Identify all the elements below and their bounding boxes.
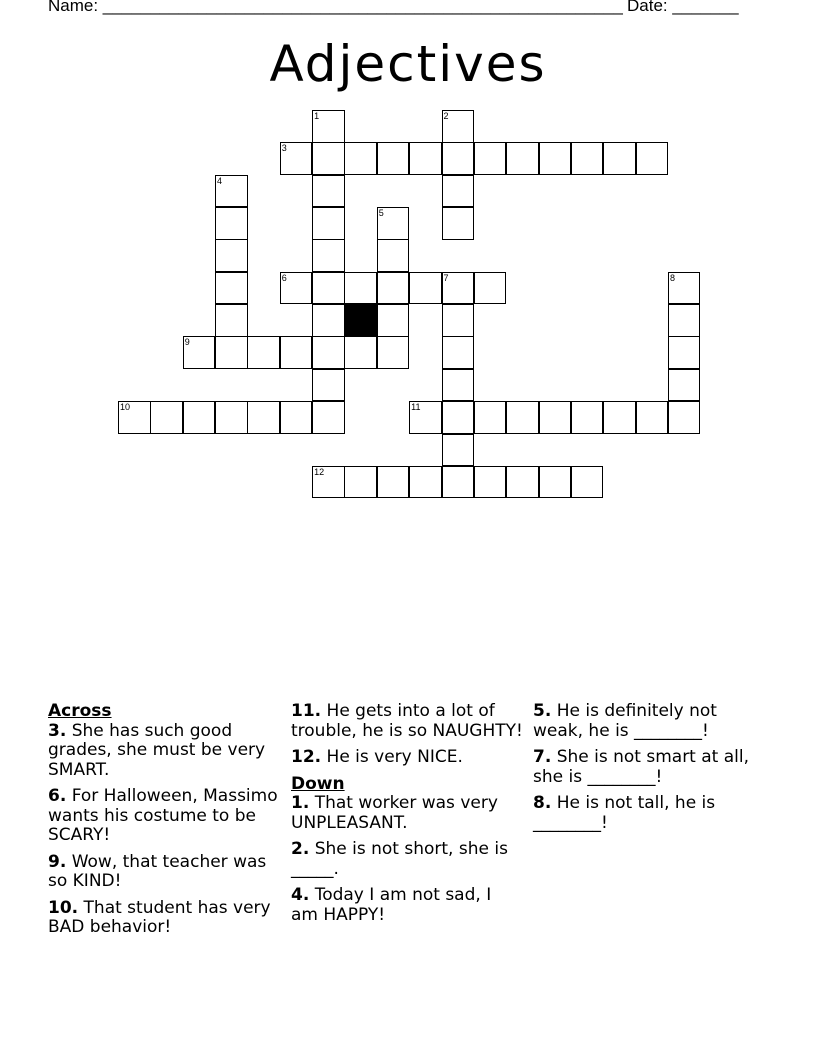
- clue-down-1: [291, 794, 523, 833]
- clue-across-3: [48, 722, 284, 781]
- grid-cell[interactable]: [668, 336, 701, 369]
- date-blank[interactable]: _______: [672, 0, 739, 15]
- grid-cell[interactable]: [668, 304, 701, 337]
- grid-cell[interactable]: [442, 175, 475, 208]
- grid-cell[interactable]: [280, 142, 313, 175]
- grid-cell[interactable]: [150, 401, 183, 434]
- clue-text: For Halloween, Massimo wants his costume to be SCARY!: [48, 786, 278, 845]
- grid-cell[interactable]: [409, 401, 442, 434]
- grid-cell[interactable]: [344, 336, 377, 369]
- grid-cell[interactable]: [312, 304, 345, 337]
- grid-cell[interactable]: [312, 272, 345, 305]
- grid-cell[interactable]: [539, 142, 572, 175]
- date-label: Date:: [627, 0, 673, 15]
- clue-number: 3.: [48, 720, 67, 741]
- across-heading: Across: [48, 701, 112, 721]
- grid-cell[interactable]: [215, 175, 248, 208]
- grid-cell[interactable]: [571, 466, 604, 499]
- clue-number-label: 4: [217, 175, 223, 186]
- grid-cell[interactable]: [377, 336, 410, 369]
- grid-cell[interactable]: [377, 207, 410, 240]
- clue-number: 5.: [533, 701, 552, 721]
- clue-text: Wow, that teacher was so KIND!: [48, 851, 267, 891]
- crossword-grid: [0, 0, 816, 520]
- grid-cell[interactable]: [474, 142, 507, 175]
- clue-down-5: [533, 702, 765, 741]
- grid-cell[interactable]: [377, 142, 410, 175]
- clue-number-label: 7: [443, 272, 449, 283]
- grid-cell[interactable]: [603, 142, 636, 175]
- grid-cell[interactable]: [539, 466, 572, 499]
- grid-cell[interactable]: [442, 272, 475, 305]
- clue-text: He is not tall, he is ________!: [533, 793, 716, 833]
- clue-number-label: 9: [184, 337, 190, 348]
- clue-number: 1.: [291, 793, 310, 813]
- clue-across-6: [48, 787, 284, 846]
- grid-cell[interactable]: [344, 466, 377, 499]
- clue-number: 9.: [48, 851, 67, 872]
- clue-text: He is definitely not weak, he is ________!: [533, 701, 717, 741]
- clue-down-7: [533, 748, 765, 787]
- name-label: Name:: [48, 0, 103, 15]
- grid-cell[interactable]: [312, 110, 345, 143]
- name-blank[interactable]: _______________________________________________________: [102, 0, 623, 15]
- clue-number-label: 10: [120, 402, 131, 413]
- clue-down-2: [291, 840, 523, 879]
- grid-cell[interactable]: [377, 272, 410, 305]
- grid-cell[interactable]: [442, 466, 475, 499]
- grid-cell[interactable]: [312, 466, 345, 499]
- grid-cell[interactable]: [636, 401, 669, 434]
- grid-cell[interactable]: [215, 401, 248, 434]
- grid-cell[interactable]: [215, 304, 248, 337]
- grid-cell[interactable]: [442, 434, 475, 467]
- clue-number-label: 12: [314, 466, 325, 477]
- grid-cell[interactable]: [183, 401, 216, 434]
- grid-cell[interactable]: [344, 142, 377, 175]
- grid-cell[interactable]: [409, 466, 442, 499]
- grid-cell[interactable]: [442, 110, 475, 143]
- clue-number: 4.: [291, 885, 310, 905]
- grid-cell[interactable]: [183, 336, 216, 369]
- grid-cell[interactable]: [668, 272, 701, 305]
- grid-cell[interactable]: [539, 401, 572, 434]
- grid-cell[interactable]: [312, 175, 345, 208]
- clue-number-label: 2: [443, 111, 449, 121]
- clue-number: 10.: [48, 897, 79, 918]
- clue-number-label: 3: [281, 143, 287, 154]
- grid-cell[interactable]: [442, 401, 475, 434]
- grid-cell[interactable]: [409, 142, 442, 175]
- grid-cell[interactable]: [344, 272, 377, 305]
- grid-cell[interactable]: [215, 239, 248, 272]
- clue-number-label: 11: [411, 402, 421, 413]
- clue-text: That student has very BAD behavior!: [48, 897, 271, 937]
- grid-cell[interactable]: [312, 369, 345, 402]
- grid-cell[interactable]: [442, 304, 475, 337]
- clue-column-2: [291, 702, 523, 932]
- grid-cell[interactable]: [571, 142, 604, 175]
- clue-number: 11.: [291, 701, 322, 721]
- grid-cell[interactable]: [506, 466, 539, 499]
- grid-cell[interactable]: [312, 207, 345, 240]
- clue-text: She is not smart at all, she is ________!: [533, 747, 750, 787]
- grid-cell[interactable]: [377, 304, 410, 337]
- clue-text: Today I am not sad, I am HAPPY!: [291, 885, 492, 925]
- grid-cell[interactable]: [442, 207, 475, 240]
- clue-down-8: [533, 794, 765, 833]
- clue-number-label: 8: [669, 272, 675, 283]
- grid-cell[interactable]: [442, 142, 475, 175]
- grid-cell[interactable]: [215, 207, 248, 240]
- grid-cell[interactable]: [312, 401, 345, 434]
- clue-across-9: [48, 853, 284, 892]
- grid-cell[interactable]: [118, 401, 151, 434]
- grid-cell[interactable]: [442, 369, 475, 402]
- grid-cell[interactable]: [280, 272, 313, 305]
- down-heading: Down: [291, 773, 345, 794]
- clue-across-12: [291, 748, 523, 768]
- page-title: Adjectives: [269, 35, 547, 93]
- grid-cell[interactable]: [280, 336, 313, 369]
- grid-cell[interactable]: [312, 239, 345, 272]
- clue-number: 7.: [533, 747, 552, 767]
- black-square: [344, 304, 377, 337]
- grid-cell[interactable]: [247, 401, 280, 434]
- clue-number: 2.: [291, 839, 310, 859]
- grid-cell[interactable]: [474, 466, 507, 499]
- grid-cell[interactable]: [312, 142, 345, 175]
- grid-cell[interactable]: [377, 239, 410, 272]
- grid-cell[interactable]: [474, 401, 507, 434]
- clue-number: 6.: [48, 786, 67, 806]
- clue-number-label: 5: [378, 208, 384, 219]
- grid-cell[interactable]: [215, 336, 248, 369]
- grid-cell[interactable]: [247, 336, 280, 369]
- clue-text: She has such good grades, she must be very SMART.: [48, 720, 266, 780]
- grid-cell[interactable]: [215, 272, 248, 305]
- clue-across-10: [48, 899, 284, 938]
- grid-cell[interactable]: [668, 401, 701, 434]
- clue-text: He gets into a lot of trouble, he is so NAUGHTY!: [291, 701, 523, 741]
- grid-cell[interactable]: [474, 272, 507, 305]
- grid-cell[interactable]: [280, 401, 313, 434]
- grid-cell[interactable]: [636, 142, 669, 175]
- grid-cell[interactable]: [506, 401, 539, 434]
- grid-cell[interactable]: [377, 466, 410, 499]
- clue-text: He is very NICE.: [326, 747, 463, 767]
- clue-number: 12.: [291, 747, 322, 767]
- clue-down-4: [291, 886, 523, 925]
- grid-cell[interactable]: [506, 142, 539, 175]
- grid-cell[interactable]: [312, 336, 345, 369]
- clue-across-11: [291, 702, 523, 741]
- clue-column-1: [48, 702, 284, 945]
- grid-cell[interactable]: [603, 401, 636, 434]
- grid-cell[interactable]: [409, 272, 442, 305]
- clue-number-label: 6: [281, 272, 287, 283]
- clue-number: 8.: [533, 793, 552, 813]
- grid-cell[interactable]: [668, 369, 701, 402]
- clue-column-3: [533, 702, 765, 840]
- clue-text: That worker was very UNPLEASANT.: [291, 793, 498, 833]
- grid-cell[interactable]: [571, 401, 604, 434]
- clue-text: She is not short, she is _____.: [291, 839, 508, 879]
- grid-cell[interactable]: [442, 336, 475, 369]
- clue-number-label: 1: [314, 111, 320, 121]
